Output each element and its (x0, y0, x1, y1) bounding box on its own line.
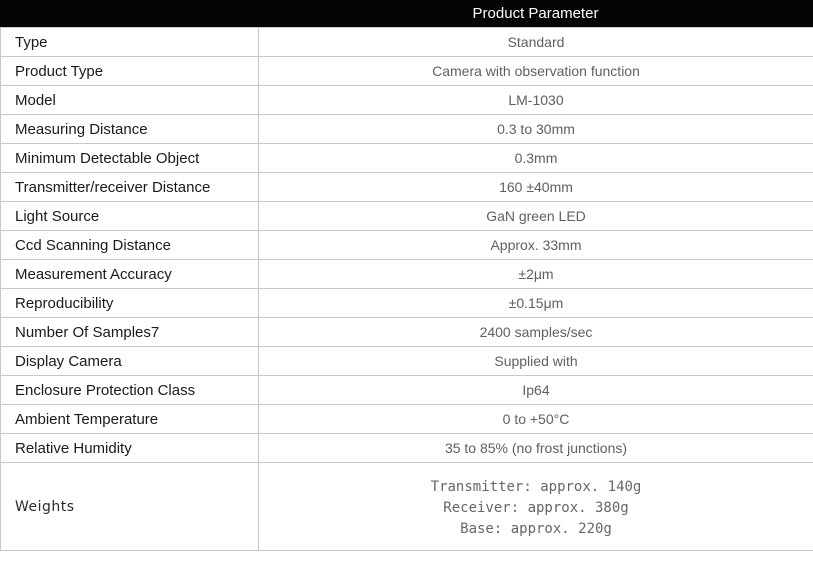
row-value-product-type: Camera with observation function (259, 57, 813, 86)
parameter-table (0, 27, 813, 551)
table-row (1, 260, 813, 289)
table-row (1, 318, 813, 347)
row-label-type: Type (1, 28, 259, 57)
row-value-relative-humidity: 35 to 85% (no frost junctions) (259, 434, 813, 463)
table-title: Product Parameter (472, 5, 599, 22)
table-row (1, 28, 813, 57)
weight-base: Base: approx. 220g (460, 521, 612, 537)
table-row (1, 434, 813, 463)
row-label-measurement-accuracy: Measurement Accuracy (1, 260, 259, 289)
row-value-minimum-detectable-object: 0.3mm (259, 144, 813, 173)
row-label-enclosure-protection-class: Enclosure Protection Class (1, 376, 259, 405)
row-value-enclosure-protection-class: Ip64 (259, 376, 813, 405)
table-row (1, 405, 813, 434)
table-row (1, 115, 813, 144)
table-row (1, 289, 813, 318)
row-value-display-camera: Supplied with (259, 347, 813, 376)
table-row (1, 144, 813, 173)
row-value-weights (259, 463, 813, 551)
row-value-model: LM-1030 (259, 86, 813, 115)
row-value-measurement-accuracy: ±2μm (259, 260, 813, 289)
row-value-light-source: GaN green LED (259, 202, 813, 231)
row-label-relative-humidity: Relative Humidity (1, 434, 259, 463)
row-label-weights: Weights (1, 463, 259, 551)
weight-receiver: Receiver: approx. 380g (443, 500, 629, 516)
weight-transmitter: Transmitter: approx. 140g (430, 479, 642, 495)
row-label-ccd-scanning-distance: Ccd Scanning Distance (1, 231, 259, 260)
row-value-reproducibility: ±0.15μm (259, 289, 813, 318)
row-label-number-of-samples: Number Of Samples7 (1, 318, 259, 347)
table-row (1, 173, 813, 202)
row-label-measuring-distance: Measuring Distance (1, 115, 259, 144)
table-row (1, 347, 813, 376)
table-row (1, 57, 813, 86)
row-value-type: Standard (259, 28, 813, 57)
row-label-model: Model (1, 86, 259, 115)
table-row (1, 86, 813, 115)
row-label-reproducibility: Reproducibility (1, 289, 259, 318)
row-value-ccd-scanning-distance: Approx. 33mm (259, 231, 813, 260)
row-label-light-source: Light Source (1, 202, 259, 231)
row-label-display-camera: Display Camera (1, 347, 259, 376)
table-row (1, 376, 813, 405)
row-value-transmitter-receiver-distance: 160 ±40mm (259, 173, 813, 202)
row-label-minimum-detectable-object: Minimum Detectable Object (1, 144, 259, 173)
row-value-number-of-samples: 2400 samples/sec (259, 318, 813, 347)
row-value-measuring-distance: 0.3 to 30mm (259, 115, 813, 144)
table-row (1, 202, 813, 231)
table-header-bar (0, 0, 813, 27)
row-label-transmitter-receiver-distance: Transmitter/receiver Distance (1, 173, 259, 202)
row-label-ambient-temperature: Ambient Temperature (1, 405, 259, 434)
table-row (1, 231, 813, 260)
table-row-weights (1, 463, 813, 551)
row-value-ambient-temperature: 0 to +50°C (259, 405, 813, 434)
row-label-product-type: Product Type (1, 57, 259, 86)
